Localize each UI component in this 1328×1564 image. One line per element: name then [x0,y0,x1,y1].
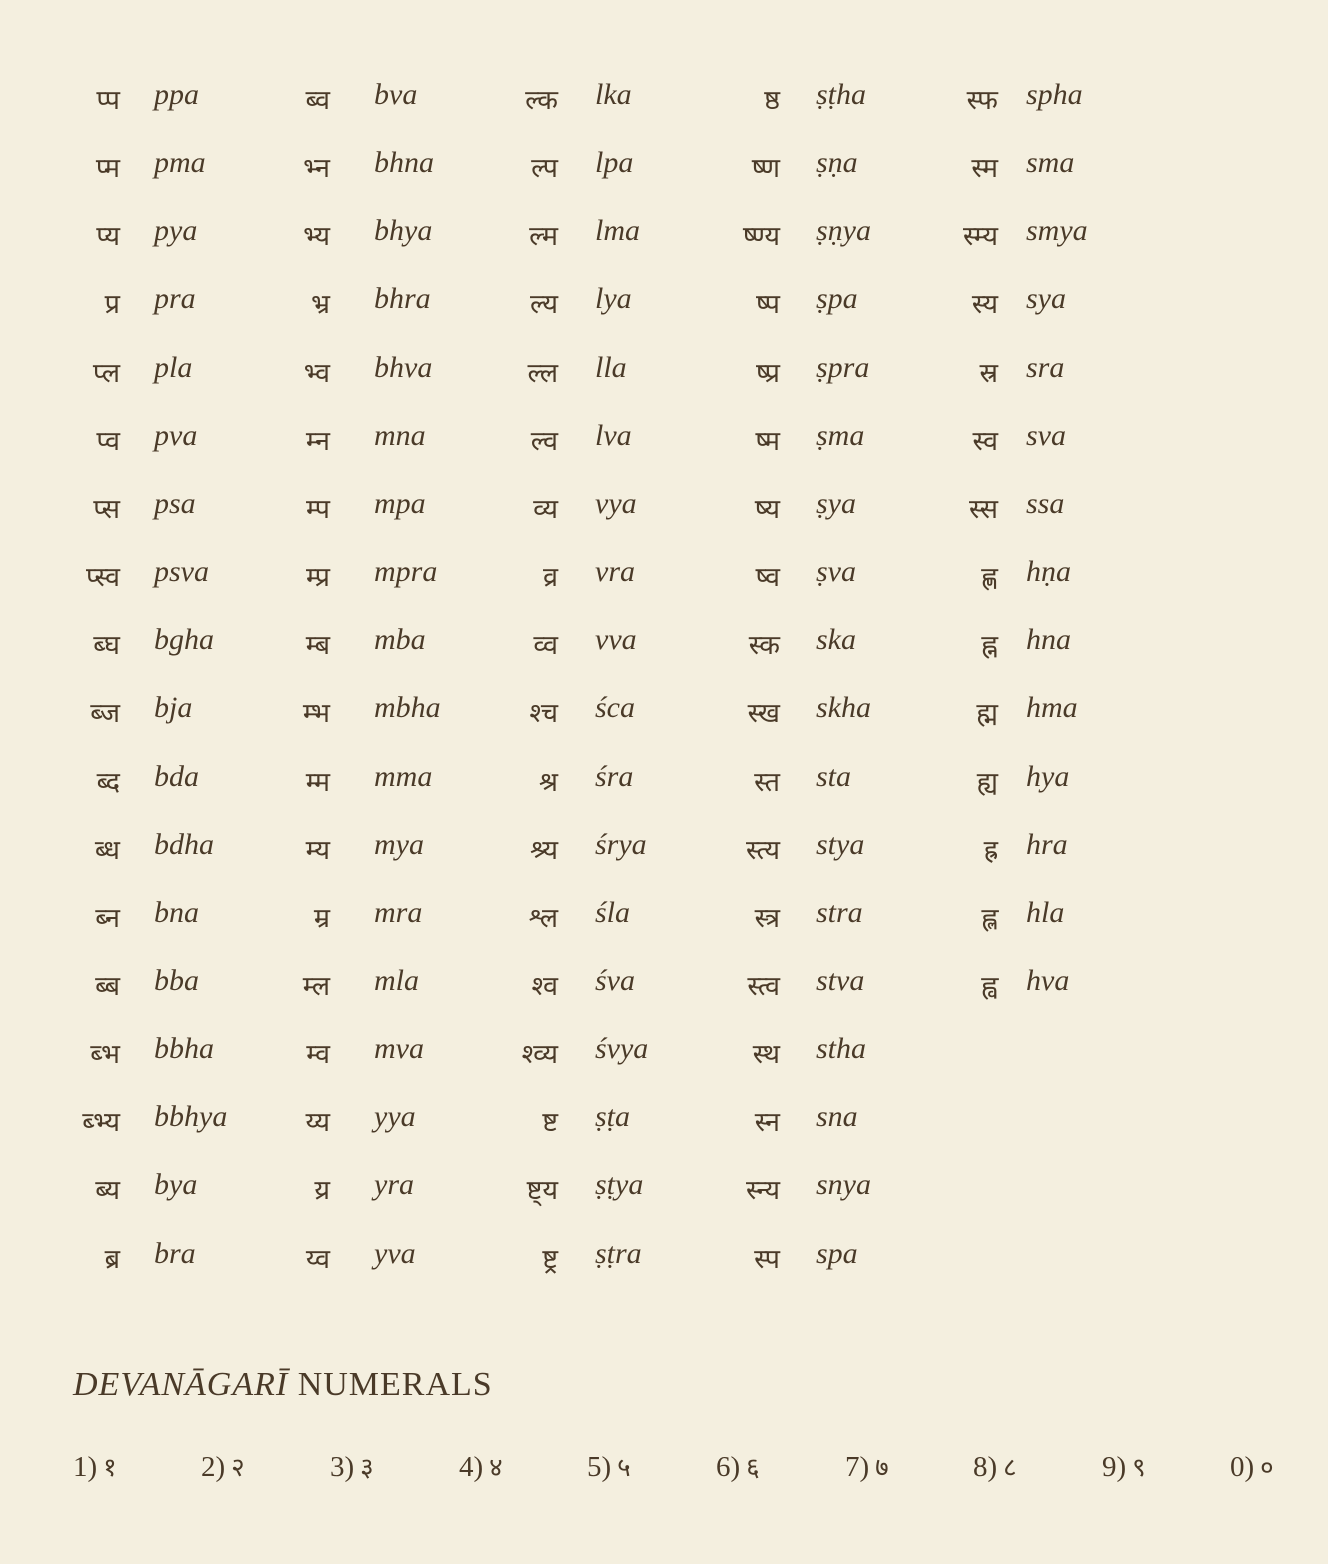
numeral-glyph: ३ [360,1453,374,1483]
conjunct-transliteration: bbha [154,1032,214,1065]
conjunct-transliteration: bba [154,964,199,997]
conjunct-transliteration: ṣṇa [816,146,858,179]
conjunct-glyph: स्त्र [754,903,780,934]
conjunct-transliteration: ṣṭra [595,1237,642,1270]
conjunct-transliteration: vya [595,487,637,520]
conjunct-glyph: प्र [104,289,120,320]
conjunct-transliteration: mba [374,623,426,656]
conjunct-transliteration: yva [374,1237,416,1270]
conjunct-glyph: ह्ल [981,903,998,934]
conjunct-transliteration: mna [374,419,426,452]
conjunct-glyph: ब्य [95,1175,120,1206]
conjunct-glyph: ष्ट [542,1107,558,1138]
conjunct-glyph: ब्द [96,767,120,798]
conjunct-transliteration: ṣṭa [595,1100,631,1133]
conjunct-glyph: ब्घ [93,630,120,661]
conjunct-glyph: म्भ [302,698,330,729]
numeral-4: 4) ४ [459,1451,503,1483]
conjunct-transliteration: lma [595,214,640,247]
conjunct-glyph: ष्म [755,426,780,457]
conjunct-transliteration: sta [816,760,852,793]
conjunct-glyph: ष्प्र [755,358,780,389]
conjunct-glyph: म्म [305,767,330,798]
conjunct-transliteration: śrya [595,828,647,861]
conjunct-transliteration: pma [154,146,206,179]
numeral-9: 9) ९ [1102,1451,1146,1483]
conjunct-glyph: व्व [533,630,558,661]
conjunct-transliteration: vra [595,555,635,588]
conjunct-glyph: श्र्य [530,835,558,866]
conjunct-glyph: श्व्य [521,1039,558,1070]
conjunct-glyph: म्ल [302,971,330,1002]
conjunct-glyph: ब्र [104,1244,120,1275]
numeral-glyph: ४ [489,1453,503,1483]
conjunct-transliteration: pva [154,419,198,452]
conjunct-glyph: स्त्व [747,971,780,1002]
conjunct-transliteration: śca [595,691,635,724]
conjunct-transliteration: stva [816,964,865,997]
conjunct-glyph: स्व [972,426,998,457]
numeral-7: 7) ७ [845,1451,889,1483]
conjunct-transliteration: mra [374,896,423,929]
conjunct-transliteration: bhva [374,351,433,384]
conjunct-glyph: भ्र [311,289,330,320]
conjunct-transliteration: bgha [154,623,214,656]
numeral-glyph: ५ [617,1453,631,1483]
conjunct-glyph: स्न [754,1107,780,1138]
conjunct-transliteration: bya [154,1168,198,1201]
conjunct-glyph: स्ख [747,698,780,729]
conjunct-transliteration: hma [1026,691,1078,724]
conjunct-transliteration: śvya [595,1032,649,1065]
conjunct-glyph: म्प्र [306,562,330,593]
conjunct-glyph: म्र [313,903,330,934]
conjunct-glyph: ल्य [530,289,558,320]
conjunct-glyph: प्म [95,153,120,184]
numeral-0: 0) ० [1230,1451,1274,1483]
conjunct-glyph: स्थ [752,1039,780,1070]
conjunct-transliteration: ssa [1026,487,1065,520]
numeral-5: 5) ५ [587,1451,631,1483]
conjunct-glyph: स्फ [966,85,998,116]
conjunct-transliteration: lla [595,351,627,384]
conjunct-transliteration: ṣya [816,487,856,520]
conjunct-glyph: ष्ट्र [542,1244,558,1275]
conjunct-glyph: ष्ण्य [742,221,780,252]
conjunct-transliteration: śla [595,896,631,929]
conjunct-glyph: ह्व [981,971,998,1002]
numeral-6: 6) ६ [716,1451,760,1483]
conjunct-transliteration: mva [374,1032,424,1065]
conjunct-transliteration: hla [1026,896,1065,929]
conjunct-transliteration: bdha [154,828,214,861]
conjunct-glyph: ष्ठ [764,85,780,116]
conjunct-glyph: भ्व [303,358,330,389]
conjunct-transliteration: ṣva [816,555,856,588]
conjunct-glyph: ल्ल [527,358,558,389]
conjunct-transliteration: hra [1026,828,1068,861]
conjunct-glyph: प्य [96,221,120,252]
conjunct-glyph: ष्ट्य [526,1175,558,1206]
conjunct-transliteration: bja [154,691,193,724]
conjunct-transliteration: spha [1026,78,1083,111]
conjunct-transliteration: vva [595,623,637,656]
numeral-glyph: २ [231,1453,245,1483]
conjunct-glyph: य्व [305,1244,330,1275]
conjunct-transliteration: yya [374,1100,416,1133]
conjunct-transliteration: ppa [154,78,199,111]
conjunct-glyph: श्ल [528,903,558,934]
numeral-glyph: ७ [875,1453,889,1483]
conjunct-transliteration: sna [816,1100,858,1133]
conjunct-transliteration: snya [816,1168,871,1201]
conjunct-glyph: प्स [93,494,120,525]
conjunct-glyph: य्र [314,1175,330,1206]
conjunct-transliteration: stra [816,896,863,929]
numeral-glyph: ६ [746,1453,760,1483]
numeral-glyph: १ [103,1453,117,1483]
conjunct-glyph: ह्म [976,698,998,729]
numeral-8: 8) ८ [973,1451,1017,1483]
conjunct-glyph: म्प [306,494,330,525]
conjunct-glyph: म्न [305,426,330,457]
conjunct-glyph: ब्ब [95,971,120,1002]
conjunct-glyph: स्त [754,767,780,798]
conjunct-transliteration: śra [595,760,634,793]
conjunct-glyph: ष्प [755,289,780,320]
conjunct-glyph: ब्ज [90,698,120,729]
conjunct-glyph: श्व [531,971,558,1002]
conjunct-transliteration: mla [374,964,419,997]
conjunct-transliteration: lva [595,419,632,452]
conjunct-glyph: स्स [968,494,998,525]
conjunct-glyph: भ्य [303,221,330,252]
conjunct-transliteration: hṇa [1026,555,1071,588]
heading-italic: DEVANĀGARĪ [73,1366,289,1403]
conjunct-transliteration: ṣṇya [816,214,871,247]
conjunct-transliteration: sva [1026,419,1066,452]
conjunct-glyph: प्व [96,426,120,457]
conjunct-glyph: म्व [306,1039,330,1070]
conjunct-transliteration: hya [1026,760,1070,793]
conjunct-glyph: ब्भ्य [82,1107,120,1138]
conjunct-transliteration: ṣma [816,419,865,452]
conjunct-transliteration: skha [816,691,871,724]
conjunct-glyph: श्र [538,767,558,798]
conjunct-transliteration: śva [595,964,635,997]
conjunct-transliteration: lya [595,282,632,315]
conjunct-glyph: ह्ण [981,562,998,593]
conjunct-transliteration: psa [154,487,196,520]
conjunct-glyph: ह्न [981,630,998,661]
conjunct-transliteration: bva [374,78,418,111]
numeral-3: 3) ३ [330,1451,374,1483]
conjunct-glyph: ल्क [525,85,558,116]
conjunct-glyph: ल्व [530,426,558,457]
conjunct-glyph: प्प [96,85,120,116]
numerals-heading [73,1366,493,1404]
conjunct-glyph: व्र [542,562,558,593]
conjunct-glyph: स्म्य [963,221,998,252]
conjunct-transliteration: ṣṭya [595,1168,644,1201]
conjunct-glyph: ब्भ [90,1039,120,1070]
conjunct-glyph: स्म [971,153,998,184]
conjunct-glyph: ल्प [531,153,558,184]
conjunct-transliteration: bra [154,1237,196,1270]
conjunct-transliteration: mpra [374,555,438,588]
conjunct-transliteration: bna [154,896,199,929]
conjunct-transliteration: sya [1026,282,1066,315]
conjunct-transliteration: lpa [595,146,634,179]
conjunct-transliteration: lka [595,78,632,111]
conjunct-glyph: भ्न [303,153,330,184]
conjunct-glyph: स्य [971,289,998,320]
conjunct-glyph: प्स्व [86,562,120,593]
conjunct-glyph: प्ल [92,358,120,389]
conjunct-glyph: स्र [979,358,998,389]
conjunct-transliteration: bda [154,760,199,793]
conjunct-glyph: ह्य [976,767,998,798]
numeral-glyph: ० [1260,1453,1274,1483]
conjunct-glyph: म्ब [305,630,330,661]
conjunct-glyph: म्य [305,835,330,866]
conjunct-transliteration: bhra [374,282,431,315]
conjunct-glyph: य्य [305,1107,330,1138]
conjunct-transliteration: smya [1026,214,1088,247]
conjunct-transliteration: stya [816,828,865,861]
conjunct-glyph: ष्व [755,562,780,593]
conjunct-transliteration: mma [374,760,433,793]
conjunct-glyph: स्त्य [746,835,780,866]
conjunct-glyph: ल्म [529,221,558,252]
conjunct-transliteration: stha [816,1032,867,1065]
conjunct-transliteration: mbha [374,691,441,724]
conjunct-glyph: ष्ण [751,153,780,184]
conjunct-transliteration: bbhya [154,1100,228,1133]
heading-rest: NUMERALS [297,1366,493,1403]
conjunct-transliteration: hna [1026,623,1071,656]
conjunct-transliteration: hva [1026,964,1070,997]
conjunct-transliteration: ska [816,623,856,656]
numeral-glyph: ९ [1132,1453,1146,1483]
conjunct-transliteration: spa [816,1237,858,1270]
numeral-glyph: ८ [1003,1453,1017,1483]
conjunct-glyph: स्क [748,630,780,661]
conjunct-glyph: स्न्य [746,1175,780,1206]
conjunct-transliteration: sma [1026,146,1075,179]
conjunct-glyph: ब्न [95,903,120,934]
conjunct-transliteration: pla [154,351,193,384]
conjunct-transliteration: psva [154,555,209,588]
conjunct-transliteration: mya [374,828,424,861]
conjunct-glyph: ब्व [305,85,330,116]
conjunct-transliteration: pya [154,214,198,247]
conjunct-glyph: ब्ध [94,835,120,866]
numeral-2: 2) २ [201,1451,245,1483]
conjunct-transliteration: ṣpra [816,351,870,384]
conjunct-glyph: श्च [529,698,558,729]
numeral-1: 1) १ [73,1451,117,1483]
conjunct-glyph: व्य [533,494,558,525]
conjunct-transliteration: bhna [374,146,434,179]
conjunct-transliteration: pra [154,282,196,315]
conjunct-transliteration: ṣṭha [816,78,867,111]
conjunct-glyph: ह्र [983,835,998,866]
conjunct-glyph: ष्य [754,494,780,525]
conjunct-glyph: स्प [754,1244,780,1275]
conjunct-transliteration: bhya [374,214,433,247]
conjunct-transliteration: mpa [374,487,426,520]
conjunct-transliteration: yra [374,1168,414,1201]
conjunct-transliteration: sra [1026,351,1065,384]
conjunct-transliteration: ṣpa [816,282,858,315]
